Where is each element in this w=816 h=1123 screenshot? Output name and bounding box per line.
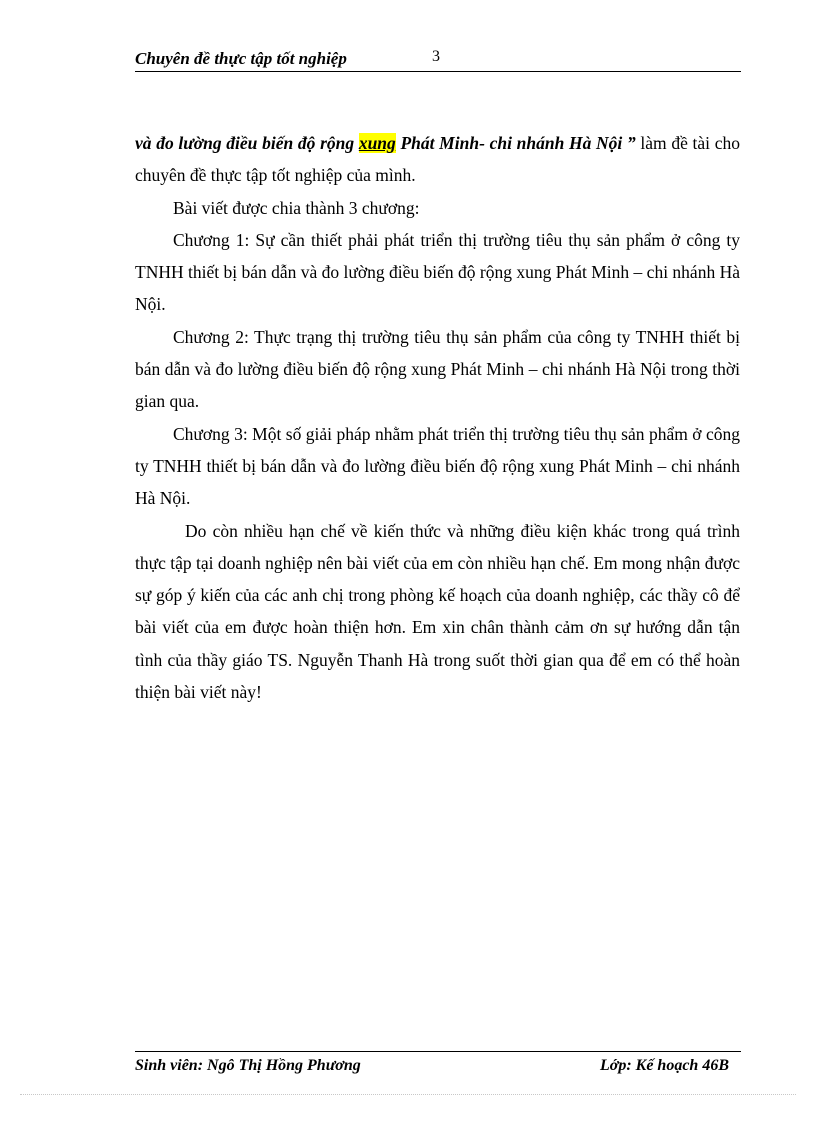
- highlighted-word: xung: [358, 133, 396, 153]
- paragraph-chapter-3: Chương 3: Một số giải pháp nhằm phát triển thị trường tiêu thụ sản phẩm ở công ty TNHH thiết bị bán dẫn và đo lường điều biến độ rộng xung Phát Minh – chi nhánh Hà Nội.: [135, 423, 740, 509]
- paragraph-chapter-1: Chương 1: Sự cần thiết phải phát triển thị trường tiêu thụ sản phẩm ở công ty TNHH thiết bị bán dẫn và đo lường điều biến độ rộng xung Phát Minh – chi nhánh Hà Nội.: [135, 229, 740, 315]
- header-title: Chuyên đề thực tập tốt nghiệp: [135, 49, 347, 68]
- paragraph-intro-continuation: [135, 127, 740, 192]
- paragraph-text: làm đề tài cho chuyên đề thực tập tốt nghiệp của mình.: [135, 133, 740, 186]
- bold-italic-title-part-1: và đo lường điều biến độ rộng: [135, 133, 359, 153]
- document-body: [135, 127, 740, 708]
- page-header: [135, 47, 741, 72]
- page-number: 3: [432, 48, 440, 65]
- paragraph-acknowledgement: Do còn nhiều hạn chế về kiến thức và những điều kiện khác trong quá trình thực tập tại doanh nghiệp nên bài viết của em còn nhiều hạn chế. Em mong nhận được sự góp ý kiến của các anh chị trong phòng kế hoạch của doanh nghiệp, các thầy cô để bài viết của em được hoàn thiện hơn. Em xin chân thành cảm ơn sự hướng dẫn tận tình của thầy giáo TS. Nguyễn Thanh Hà trong suốt thời gian qua để em có thể hoàn thiện bài viết này!: [135, 520, 740, 703]
- paragraph-chapter-2: Chương 2: Thực trạng thị trường tiêu thụ sản phẩm của công ty TNHH thiết bị bán dẫn và đo lường điều biến độ rộng xung Phát Minh – chi nhánh Hà Nội trong thời gian qua.: [135, 326, 740, 412]
- page-footer: [135, 1051, 741, 1078]
- bold-italic-title-part-2: Phát Minh- chi nhánh Hà Nội ”: [395, 133, 636, 153]
- page-edge-divider: [20, 1094, 796, 1095]
- footer-student-name: Sinh viên: Ngô Thị Hồng Phương: [135, 1057, 361, 1074]
- paragraph-chapter-intro: Bài viết được chia thành 3 chương:: [173, 197, 420, 218]
- footer-class: Lớp: Kế hoạch 46B: [599, 1057, 729, 1074]
